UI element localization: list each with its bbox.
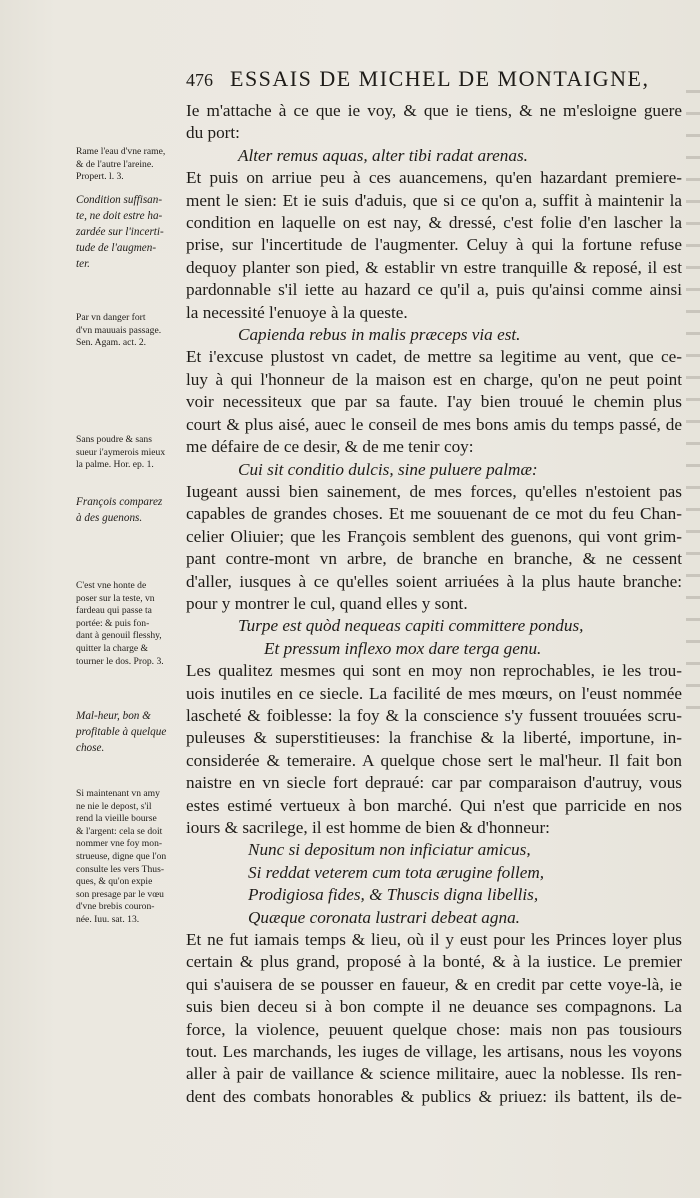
text-line: capables de grandes choses. Et me souuenant de ce mot du feu Chan- xyxy=(186,504,682,524)
side-note-7 xyxy=(76,708,192,756)
latin-quote-line: Alter remus aquas, alter tibi radat arenas. xyxy=(238,145,528,165)
text-line: certain & plus grand, proposé à la bonté, & à la iustice. Le premier xyxy=(186,952,682,972)
side-note-line: poser sur la teste, vn xyxy=(76,592,155,604)
side-note-4 xyxy=(76,434,192,472)
text-line: voir necessiteux que par sa faute. I'ay bien trouué le chemin plus xyxy=(186,392,682,412)
text-line: considerée & temeraire. A quelque chose sert le mal'heur. Il fait bon xyxy=(186,750,682,770)
text-line: iours & sacrilege, il est homme de bien & d'honneur: xyxy=(186,818,550,837)
side-note-line: chose. xyxy=(76,742,105,754)
side-note-line: Si maintenant vn amy xyxy=(76,788,160,799)
side-note-line: à des guenons. xyxy=(76,512,143,524)
side-note-line: quitter la charge & xyxy=(76,642,149,654)
side-note-line: Sen. Agam. act. 2. xyxy=(76,337,147,349)
text-line: lascheté & foiblesse: la foy & la conscience s'y fussent trouuées scru- xyxy=(186,705,682,725)
latin-quote-line: Nunc si depositum non inficiatur amicus, xyxy=(248,840,531,860)
latin-quote-line: Turpe est quòd nequeas capiti committere pondus, xyxy=(238,616,584,636)
text-line: aller à pair de vaillance & science militaire, auec la noblesse. Ils ren- xyxy=(186,1064,682,1084)
text-line: Ie m'attache à ce que ie voy, & que ie tiens, & ne m'esloigne guere xyxy=(186,101,682,120)
side-note-8 xyxy=(76,788,192,927)
side-note-line: Condition suffisan- xyxy=(76,194,163,206)
side-note-line: profitable à quelque xyxy=(76,726,167,738)
side-note-line: ter. xyxy=(76,258,90,270)
latin-quote-line: Cui sit conditio dulcis, sine puluere palmæ: xyxy=(238,459,538,479)
text-line: suis bien deceu si à bon compte il ne deuance ses compagnons. La xyxy=(186,997,682,1017)
side-note-line: François comparez xyxy=(76,496,163,508)
text-line: force, la violence, peuuent quelque chose: mais non pas tousiours xyxy=(186,1019,682,1039)
side-note-3 xyxy=(76,312,192,350)
side-note-line: & l'argent: cela se doit xyxy=(76,825,163,837)
text-line: me défaire de ce desir, & de me tenir coy: xyxy=(186,437,474,457)
side-note-line: & de l'autre l'areine. xyxy=(76,158,154,170)
side-note-line: sueur i'aymerois mieux xyxy=(76,446,166,458)
text-line: estes estimé vertueux à bon marché. Qui n'est que parricide en nos xyxy=(186,795,682,815)
main-text xyxy=(186,100,682,1108)
page-header xyxy=(186,66,686,92)
text-line: luy à qui l'honneur de la maison est en charge, qu'on ne peut point xyxy=(186,369,682,389)
side-note-line: tude de l'augmen- xyxy=(76,242,157,254)
text-line: qui s'auisera de se pousser en faueur, & en credit par cette voye-là, ie xyxy=(186,974,682,994)
side-note-line: fardeau qui passe ta xyxy=(76,605,152,617)
side-note-line: te, ne doit estre ha- xyxy=(76,210,163,222)
running-title: ESSAIS DE MICHEL DE MONTAIGNE, xyxy=(230,66,650,91)
side-note-line: Propert. l. 3. xyxy=(76,171,124,183)
text-line: puleuses & superstitieuses: la franchise & la liberté, importune, in- xyxy=(186,728,682,748)
side-note-5 xyxy=(76,494,192,526)
side-note-line: rend la vieille bourse xyxy=(76,813,157,825)
side-note-line: d'vn mauuais passage. xyxy=(76,324,162,336)
side-note-line: nommer vne foy mon- xyxy=(76,838,163,850)
latin-quote-line: Et pressum inflexo mox dare terga genu. xyxy=(264,638,542,658)
latin-quote-line: Si reddat veterem cum tota ærugine follem, xyxy=(248,862,545,882)
text-line: prise, sur l'incertitude de l'augmenter. Celuy à qui la fortune refuse xyxy=(186,235,682,255)
side-note-line: d'vne brebis couron- xyxy=(76,901,155,913)
side-note-line: zardée sur l'incerti- xyxy=(76,226,164,238)
text-line: dequoy planter son pied, & establir vn estre tranquille & reposé, il est xyxy=(186,257,682,277)
bleed-through-edge xyxy=(686,90,700,710)
page-number: 476 xyxy=(186,70,213,90)
side-note-line: strueuse, digne que l'on xyxy=(76,850,167,862)
text-line: du port: xyxy=(186,123,240,143)
side-note-line: dant à genouil flesshy, xyxy=(76,630,162,642)
text-line: ment le sien: Et ie suis d'aduis, que si ce qu'on a, suffit à maintenir la xyxy=(186,190,682,210)
text-line: court & plus aisé, auec le conseil de mes bons amis du temps passé, de xyxy=(186,414,682,434)
side-note-line: portée: & puis fon- xyxy=(76,617,150,629)
side-note-line: ques, & qu'on expie xyxy=(76,876,153,888)
text-line: pour y montrer le cul, quand elles y sont. xyxy=(186,593,468,613)
text-line: la necessité l'enuoye à la queste. xyxy=(186,302,408,322)
side-note-line: Par vn danger fort xyxy=(76,312,146,323)
side-note-2 xyxy=(76,192,192,272)
text-line: dent des combats honorables & publics & priuez: ils battent, ils de- xyxy=(186,1086,682,1106)
text-line: tout. Les marchands, les iuges de village, les artisans, nous les voyons xyxy=(186,1042,682,1062)
text-line: Et ne fut iamais temps & lieu, où il y eust pour les Princes loyer plus xyxy=(186,930,682,950)
side-note-line: tourner le dos. Prop. 3. xyxy=(76,655,164,667)
side-note-line: C'est vne honte de xyxy=(76,580,147,591)
side-note-line: née. Iuu. sat. 13. xyxy=(76,913,140,925)
text-line: Et puis on arriue peu à ces auancemens, qu'en hazardant premiere- xyxy=(186,168,682,188)
side-note-line: ne nie le depost, s'il xyxy=(76,800,152,812)
text-line: d'aller, iusques à ce qu'elles soient arriuées à la plus haute branche: xyxy=(186,571,682,591)
text-line: naistre en vn siecle fort depraué: car par comparaison d'autruy, vous xyxy=(186,773,682,793)
side-note-line: son presage par le vœu xyxy=(76,888,164,900)
text-line: celier Oliuier; que les François semblent des guenons, qui vont grim- xyxy=(186,526,682,546)
text-line: Et i'excuse plustost vn cadet, de mettre sa legitime au vent, que ce- xyxy=(186,347,682,367)
text-line: uois inutiles en ce siecle. La facilité de mes mœurs, on l'eust nommée xyxy=(186,683,682,703)
text-line: pant contre-mont vn arbre, de branche en branche, & ne cessent xyxy=(186,549,682,569)
side-note-line: la palme. Hor. ep. 1. xyxy=(76,459,154,471)
side-note-line: consulte les vers Thus- xyxy=(76,863,165,875)
text-line: Iugeant aussi bien sainement, de mes forces, qu'elles n'estoient pas xyxy=(186,481,682,501)
side-note-6 xyxy=(76,580,192,668)
text-line: Les qualitez mesmes qui sont en moy non reprochables, ie les trou- xyxy=(186,661,682,681)
side-note-line: Sans poudre & sans xyxy=(76,434,152,445)
text-line: pardonnable s'il iette au hazard ce qu'il a, puis qu'ainsi comme ainsi xyxy=(186,280,682,300)
text-line: condition en laquelle on est nay, & dressé, c'est folie d'en lascher la xyxy=(186,213,682,233)
latin-quote-line: Quæque coronata lustrari debeat agna. xyxy=(248,907,520,927)
side-note-line: Rame l'eau d'vne rame, xyxy=(76,146,166,157)
latin-quote-line: Capienda rebus in malis præceps via est. xyxy=(238,325,521,345)
latin-quote-line: Prodigiosa fides, & Thuscis digna libellis, xyxy=(248,885,539,905)
side-note-1 xyxy=(76,146,192,184)
side-note-line: Mal-heur, bon & xyxy=(76,710,151,722)
